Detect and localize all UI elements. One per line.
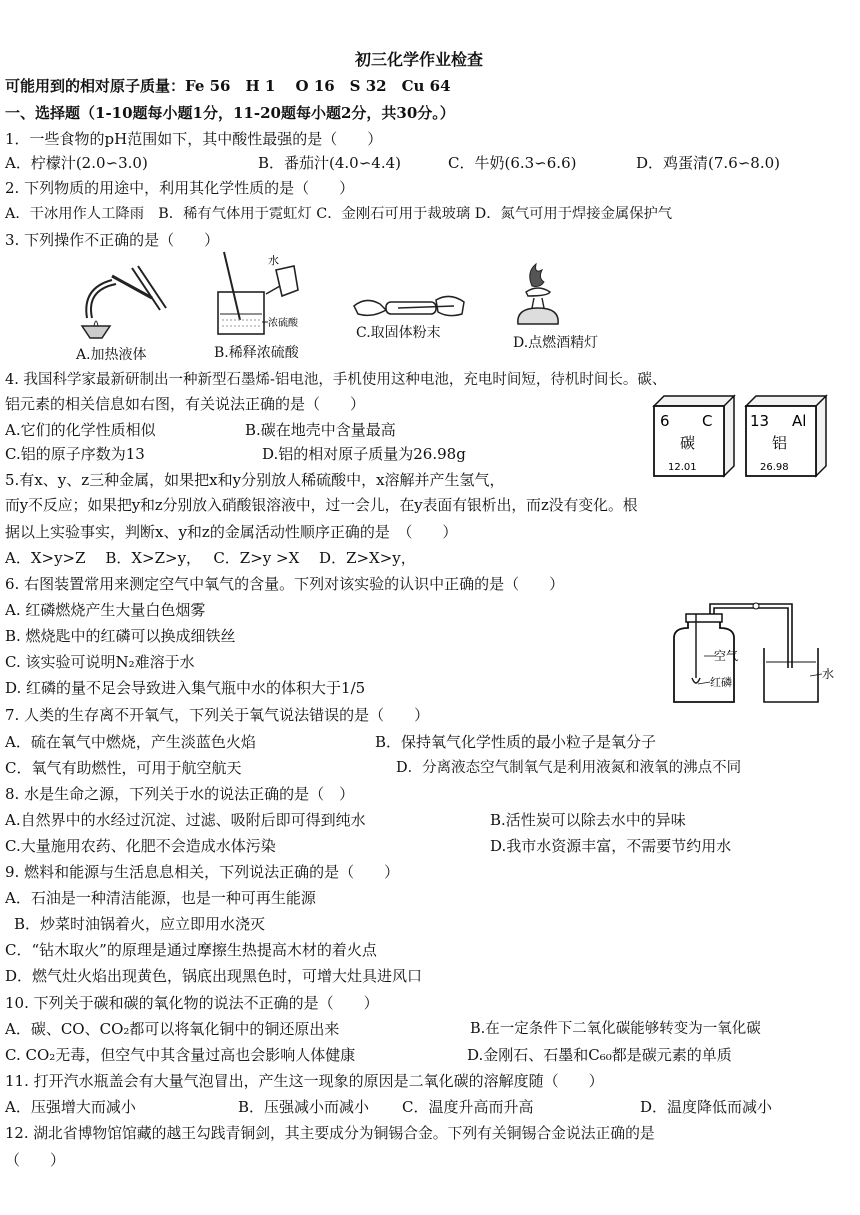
q3-option-d: D.点燃酒精灯 (513, 335, 599, 351)
carbon-mass: 12.01 (668, 462, 697, 473)
q4-option-a: A.它们的化学性质相似 (5, 421, 156, 439)
q1-option-a: A．柠檬汁(2.0∽3.0) (5, 154, 148, 172)
q11-option-c: C．温度升高而升高 (402, 1098, 534, 1116)
aluminum-mass: 26.98 (760, 462, 789, 473)
q6-option-a: A. 红磷燃烧产生大量白色烟雾 (5, 601, 206, 619)
q3-water-label: 水 (268, 254, 279, 267)
q9-stem: 9. 燃料和能源与生活息息相关，下列说法正确的是（ ） (5, 863, 400, 881)
q8-option-a: A.自然界中的水经过沉淀、过滤、吸附后即可得到纯水 (5, 811, 366, 829)
carbon-name: 碳 (680, 434, 696, 452)
q8-option-b: B.活性炭可以除去水中的异味 (490, 811, 686, 829)
q12-stem: 12. 湖北省博物馆馆藏的越王勾践青铜剑，其主要成分为铜锡合金。下列有关铜锡合金说法正确的是 (5, 1125, 655, 1142)
q8-stem: 8. 水是生命之源，下列关于水的说法正确的是（ ） (5, 785, 355, 803)
q1-option-c: C．牛奶(6.3∽6.6) (448, 154, 577, 172)
q9-option-d: D．燃气灶火焰出现黄色，锅底出现黑色时，可增大灶具进风口 (5, 967, 423, 985)
q9-option-a: A．石油是一种清洁能源，也是一种可再生能源 (5, 889, 316, 907)
q4-option-c: C.铝的原子序数为13 (5, 445, 145, 463)
q11-option-a: A．压强增大而减小 (5, 1098, 136, 1116)
heating-liquid-figure (72, 258, 182, 340)
diluting-acid-figure (212, 250, 322, 340)
carbon-number: 6 (660, 412, 670, 430)
q1-option-b: B．番茄汁(4.0∽4.4) (258, 154, 402, 172)
aluminum-symbol: Al (792, 412, 807, 430)
q4-stem-line2: 铝元素的相关信息如右图，有关说法正确的是（ ） (5, 395, 366, 413)
q10-option-d: D.金刚石、石墨和C₆₀都是碳元素的单质 (467, 1046, 732, 1064)
q9-option-b: B．炒菜时油锅着火，应立即用水浇灭 (14, 915, 266, 933)
q6-water-label: 水 (822, 667, 835, 681)
q1-stem: 1．一些食物的pH范围如下，其中酸性最强的是（ ） (5, 130, 383, 148)
q6-option-d: D. 红磷的量不足会导致进入集气瓶中水的体积大于1/5 (5, 679, 366, 697)
q10-option-b: B.在一定条件下二氧化碳能够转变为一氧化碳 (470, 1021, 761, 1037)
q6-phos-label: 红磷 (710, 676, 732, 689)
q7-stem: 7. 人类的生存离不开氧气，下列关于氧气说法错误的是（ ） (5, 706, 430, 724)
q2-stem: 2. 下列物质的用途中，利用其化学性质的是（ ） (5, 179, 355, 197)
q3-option-c: C.取固体粉末 (356, 325, 441, 341)
q7-option-b: B．保持氧气化学性质的最小粒子是氧分子 (375, 733, 657, 751)
q4-option-d: D.铝的相对原子质量为26.98g (262, 445, 466, 463)
q1-option-d: D．鸡蛋清(7.6∽8.0) (636, 154, 781, 172)
atomic-masses: 可能用到的相对原子质量：Fe 56 H 1 O 16 S 32 Cu 64 (5, 77, 451, 95)
q11-stem: 11. 打开汽水瓶盖会有大量气泡冒出，产生这一现象的原因是二氧化碳的溶解度随（ ） (5, 1072, 604, 1090)
q2-options: A．干冰用作人工降雨 B．稀有气体用于霓虹灯 C．金刚石可用于裁玻璃 D．氮气可用于焊接金属保护气 (5, 206, 673, 222)
q3-acid-label: 浓硫酸 (268, 318, 298, 329)
q7-option-a: A．硫在氧气中燃烧，产生淡蓝色火焰 (5, 733, 256, 751)
q7-option-c: C．氧气有助燃性，可用于航空航天 (5, 759, 242, 777)
q3-stem: 3. 下列操作不正确的是（ ） (5, 231, 220, 249)
q10-option-c: C. CO₂无毒，但空气中其含量过高也会影响人体健康 (5, 1046, 356, 1064)
q5-line3: 据以上实验事实，判断x、y和z的金属活动性顺序正确的是 （ ） (5, 523, 458, 541)
q6-stem: 6. 右图装置常用来测定空气中氧气的含量。下列对该实验的认识中正确的是（ ） (5, 575, 565, 593)
q6-air-label: 空气 (714, 649, 739, 663)
q10-option-a: A．碳、CO、CO₂都可以将氧化铜中的铜还原出来 (5, 1020, 340, 1038)
oxygen-apparatus-figure (660, 598, 840, 706)
carbon-card (654, 396, 734, 476)
element-cards-figure (648, 392, 838, 480)
q3-option-b: B.稀释浓硫酸 (214, 345, 299, 361)
lamp-ignition-figure (508, 262, 568, 328)
q7-option-d: D．分离液态空气制氧气是利用液氮和液氧的沸点不同 (396, 760, 742, 776)
q8-option-d: D.我市水资源丰富，不需要节约用水 (490, 837, 732, 855)
aluminum-number: 13 (750, 412, 770, 430)
q5-line1: 5.有x、y、z三种金属，如果把x和y分别放人稀硫酸中，x溶解并产生氢气， (5, 471, 505, 489)
carbon-symbol: C (702, 412, 713, 430)
q5-line2: 而y不反应；如果把y和z分别放入硝酸银溶液中，过一会儿，在y表面有银析出，而z没有变化。根 (5, 497, 638, 514)
q4-option-b: B.碳在地壳中含量最高 (245, 421, 396, 439)
taking-powder-figure (350, 290, 470, 326)
page-title: 初三化学作业检查 (355, 50, 484, 69)
q11-option-d: D．温度降低而减小 (640, 1098, 773, 1116)
aluminum-name: 铝 (772, 434, 788, 452)
q5-options: A．X>y>Z B．X>Z>y， C．Z>y >X D．Z>X>y， (5, 549, 416, 567)
aluminum-card (746, 396, 826, 476)
q3-option-a: A.加热液体 (76, 347, 147, 363)
q9-option-c: C．“钻木取火”的原理是通过摩擦生热提高木材的着火点 (5, 941, 377, 959)
section-heading: 一、选择题（1-10题每小题1分，11-20题每小题2分，共30分。） (5, 104, 455, 122)
q8-option-c: C.大量施用农药、化肥不会造成水体污染 (5, 837, 276, 855)
q12-blank: （ ） (5, 1151, 66, 1169)
q10-stem: 10. 下列关于碳和碳的氧化物的说法不正确的是（ ） (5, 994, 379, 1012)
q4-stem-line1: 4. 我国科学家最新研制出一种新型石墨烯-铝电池，手机使用这种电池，充电时间短，待机时间长。碳、 (5, 372, 667, 388)
q6-option-b: B. 燃烧匙中的红磷可以换成细铁丝 (5, 627, 236, 645)
q6-option-c: C. 该实验可说明N₂难溶于水 (5, 653, 195, 671)
q11-option-b: B．压强减小而减小 (238, 1098, 370, 1116)
